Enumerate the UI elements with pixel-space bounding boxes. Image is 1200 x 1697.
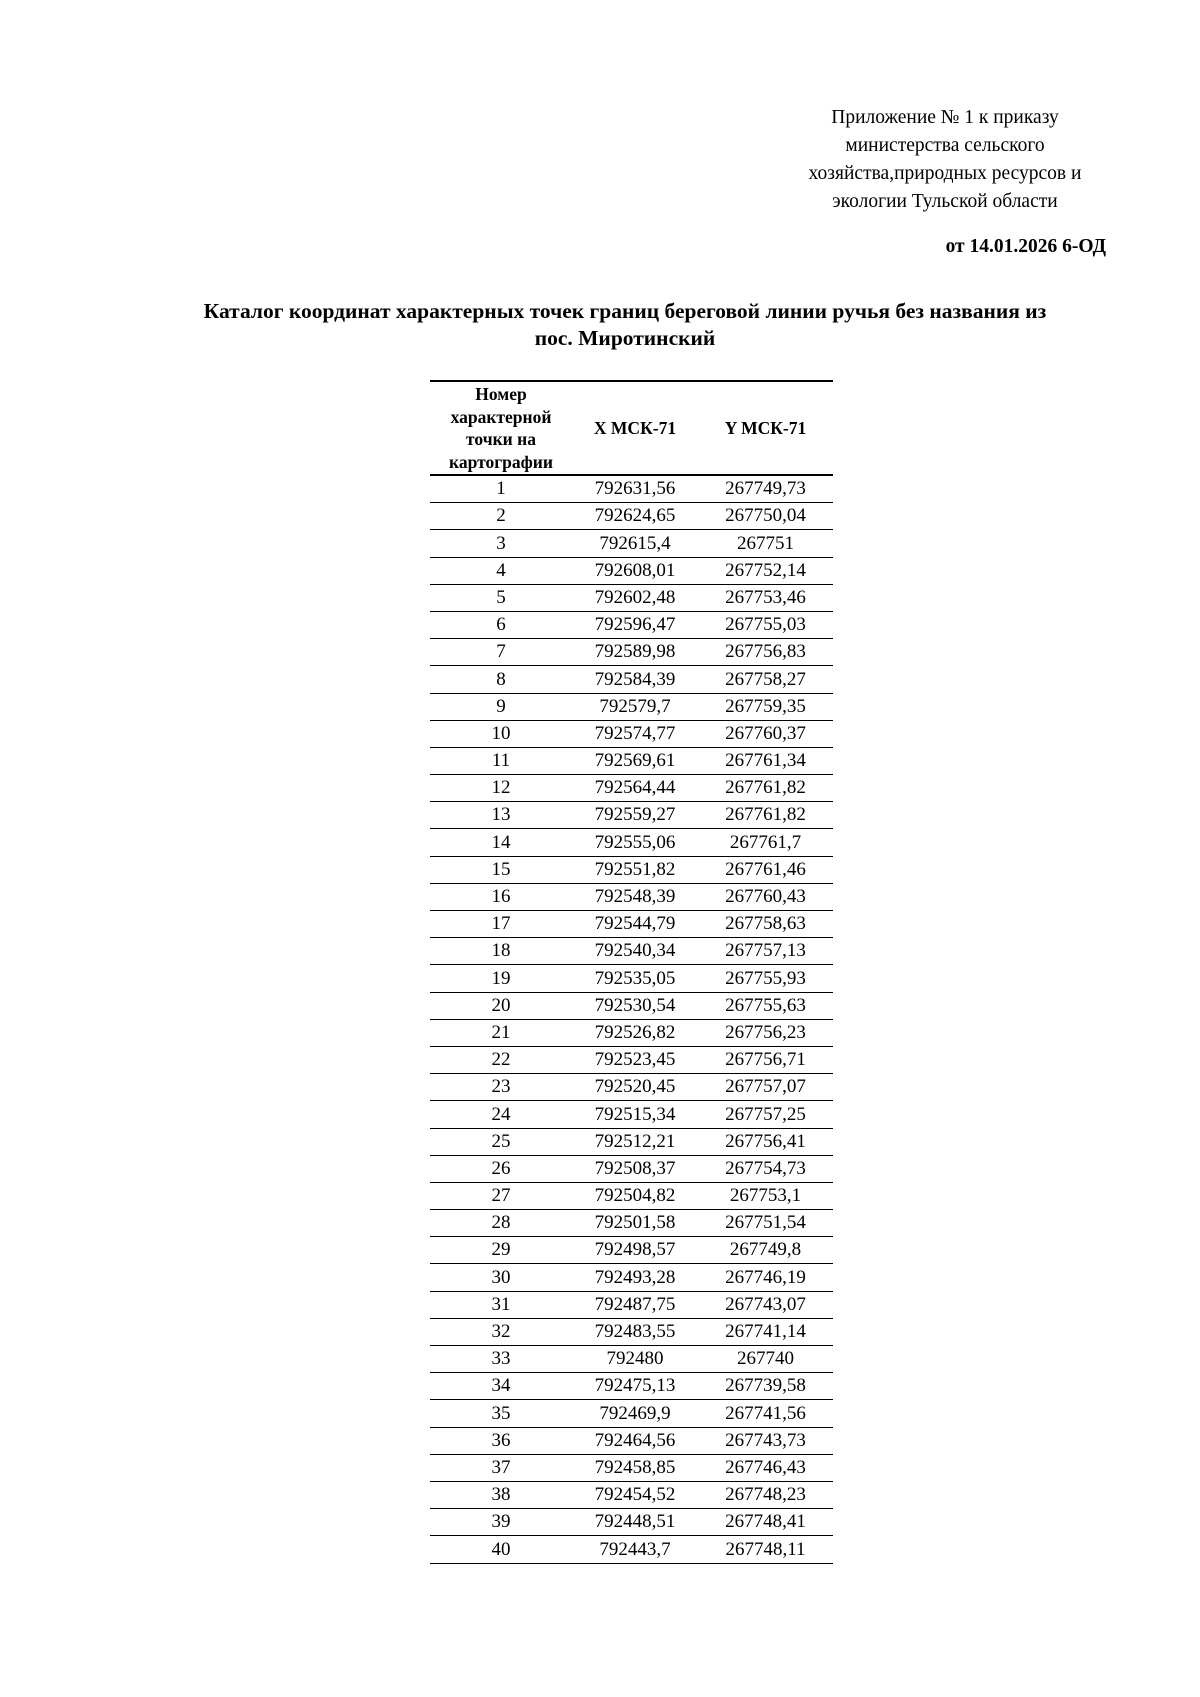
cell-point-number: 30: [430, 1264, 572, 1291]
table-row: [430, 1454, 833, 1481]
table-row: [430, 639, 833, 666]
cell-point-number: 13: [430, 802, 572, 829]
cell-x-coordinate: 792615,4: [572, 530, 698, 557]
cell-point-number: 39: [430, 1509, 572, 1536]
cell-y-coordinate: 267752,14: [698, 557, 833, 584]
cell-y-coordinate: 267758,27: [698, 666, 833, 693]
cell-point-number: 27: [430, 1182, 572, 1209]
table-row: [430, 1291, 833, 1318]
cell-x-coordinate: 792504,82: [572, 1182, 698, 1209]
cell-y-coordinate: 267760,43: [698, 883, 833, 910]
cell-point-number: 2: [430, 503, 572, 530]
cell-y-coordinate: 267751,54: [698, 1210, 833, 1237]
cell-x-coordinate: 792559,27: [572, 802, 698, 829]
cell-y-coordinate: 267740: [698, 1346, 833, 1373]
cell-point-number: 15: [430, 856, 572, 883]
cell-x-coordinate: 792483,55: [572, 1318, 698, 1345]
cell-point-number: 8: [430, 666, 572, 693]
cell-x-coordinate: 792480: [572, 1346, 698, 1373]
cell-x-coordinate: 792454,52: [572, 1481, 698, 1508]
cell-point-number: 3: [430, 530, 572, 557]
cell-y-coordinate: 267761,7: [698, 829, 833, 856]
cell-y-coordinate: 267756,41: [698, 1128, 833, 1155]
cell-point-number: 14: [430, 829, 572, 856]
table-row: [430, 1400, 833, 1427]
cell-x-coordinate: 792555,06: [572, 829, 698, 856]
table-row: [430, 1101, 833, 1128]
table-row: [430, 1318, 833, 1345]
header-point-number: Номер характерной точки на картографии: [430, 381, 572, 475]
cell-y-coordinate: 267749,73: [698, 475, 833, 503]
cell-point-number: 4: [430, 557, 572, 584]
cell-point-number: 9: [430, 693, 572, 720]
cell-x-coordinate: 792458,85: [572, 1454, 698, 1481]
cell-x-coordinate: 792602,48: [572, 584, 698, 611]
cell-x-coordinate: 792526,82: [572, 1019, 698, 1046]
appendix-line: экологии Тульской области: [832, 191, 1058, 212]
cell-y-coordinate: 267761,46: [698, 856, 833, 883]
cell-point-number: 16: [430, 883, 572, 910]
table-row: [430, 802, 833, 829]
cell-x-coordinate: 792469,9: [572, 1400, 698, 1427]
document-title-line-1: Каталог координат характерных точек границ береговой линии ручья без названия из: [203, 299, 1047, 323]
header-y: Y МСК-71: [698, 381, 833, 475]
cell-point-number: 26: [430, 1155, 572, 1182]
cell-point-number: 17: [430, 911, 572, 938]
table-row: [430, 1536, 833, 1563]
cell-x-coordinate: 792596,47: [572, 611, 698, 638]
cell-point-number: 25: [430, 1128, 572, 1155]
cell-x-coordinate: 792608,01: [572, 557, 698, 584]
cell-y-coordinate: 267753,1: [698, 1182, 833, 1209]
cell-x-coordinate: 792624,65: [572, 503, 698, 530]
cell-point-number: 18: [430, 938, 572, 965]
cell-x-coordinate: 792579,7: [572, 693, 698, 720]
cell-y-coordinate: 267755,63: [698, 992, 833, 1019]
cell-point-number: 28: [430, 1210, 572, 1237]
cell-y-coordinate: 267761,82: [698, 802, 833, 829]
cell-point-number: 35: [430, 1400, 572, 1427]
cell-y-coordinate: 267761,82: [698, 775, 833, 802]
cell-point-number: 12: [430, 775, 572, 802]
cell-point-number: 11: [430, 747, 572, 774]
table-row: [430, 530, 833, 557]
cell-x-coordinate: 792584,39: [572, 666, 698, 693]
cell-point-number: 7: [430, 639, 572, 666]
table-row: [430, 1046, 833, 1073]
cell-point-number: 40: [430, 1536, 572, 1563]
appendix-line: министерства сельского: [845, 135, 1045, 156]
cell-y-coordinate: 267757,13: [698, 938, 833, 965]
table-row: [430, 720, 833, 747]
cell-y-coordinate: 267753,46: [698, 584, 833, 611]
table-row: [430, 1373, 833, 1400]
table-row: [430, 747, 833, 774]
cell-point-number: 1: [430, 475, 572, 503]
cell-y-coordinate: 267756,71: [698, 1046, 833, 1073]
cell-y-coordinate: 267755,93: [698, 965, 833, 992]
table-row: [430, 938, 833, 965]
table-row: [430, 666, 833, 693]
cell-x-coordinate: 792498,57: [572, 1237, 698, 1264]
cell-x-coordinate: 792564,44: [572, 775, 698, 802]
table-row: [430, 856, 833, 883]
cell-x-coordinate: 792548,39: [572, 883, 698, 910]
table-row: [430, 475, 833, 503]
cell-x-coordinate: 792512,21: [572, 1128, 698, 1155]
cell-x-coordinate: 792589,98: [572, 639, 698, 666]
cell-point-number: 23: [430, 1074, 572, 1101]
document-title: [130, 298, 1120, 352]
coordinates-table: [430, 380, 833, 1564]
cell-point-number: 6: [430, 611, 572, 638]
document-title-line-2: пос. Миротинский: [534, 326, 716, 350]
cell-point-number: 34: [430, 1373, 572, 1400]
table-row: [430, 1182, 833, 1209]
cell-point-number: 32: [430, 1318, 572, 1345]
appendix-note: [780, 104, 1110, 216]
cell-point-number: 20: [430, 992, 572, 1019]
cell-x-coordinate: 792487,75: [572, 1291, 698, 1318]
cell-y-coordinate: 267748,41: [698, 1509, 833, 1536]
table-row: [430, 557, 833, 584]
cell-x-coordinate: 792535,05: [572, 965, 698, 992]
table-row: [430, 1481, 833, 1508]
table-row: [430, 1509, 833, 1536]
cell-point-number: 33: [430, 1346, 572, 1373]
appendix-line: хозяйства,природных ресурсов и: [808, 163, 1082, 184]
appendix-line: Приложение № 1 к приказу: [831, 107, 1059, 128]
table-row: [430, 1019, 833, 1046]
cell-point-number: 21: [430, 1019, 572, 1046]
header-x: X МСК-71: [572, 381, 698, 475]
cell-y-coordinate: 267741,14: [698, 1318, 833, 1345]
cell-y-coordinate: 267741,56: [698, 1400, 833, 1427]
table-row: [430, 965, 833, 992]
cell-x-coordinate: 792448,51: [572, 1509, 698, 1536]
cell-y-coordinate: 267759,35: [698, 693, 833, 720]
table-row: [430, 503, 833, 530]
cell-y-coordinate: 267746,19: [698, 1264, 833, 1291]
cell-y-coordinate: 267754,73: [698, 1155, 833, 1182]
table-row: [430, 1427, 833, 1454]
cell-x-coordinate: 792515,34: [572, 1101, 698, 1128]
cell-y-coordinate: 267750,04: [698, 503, 833, 530]
table-row: [430, 1074, 833, 1101]
cell-y-coordinate: 267748,11: [698, 1536, 833, 1563]
cell-x-coordinate: 792493,28: [572, 1264, 698, 1291]
table-row: [430, 992, 833, 1019]
cell-x-coordinate: 792523,45: [572, 1046, 698, 1073]
cell-y-coordinate: 267756,23: [698, 1019, 833, 1046]
cell-point-number: 31: [430, 1291, 572, 1318]
header-row: [430, 381, 833, 475]
table-row: [430, 611, 833, 638]
table-row: [430, 883, 833, 910]
cell-y-coordinate: 267743,73: [698, 1427, 833, 1454]
cell-y-coordinate: 267739,58: [698, 1373, 833, 1400]
order-date: от 14.01.2026 6-ОД: [945, 236, 1106, 257]
cell-point-number: 38: [430, 1481, 572, 1508]
table-row: [430, 693, 833, 720]
table-row: [430, 1210, 833, 1237]
cell-x-coordinate: 792540,34: [572, 938, 698, 965]
cell-point-number: 22: [430, 1046, 572, 1073]
cell-y-coordinate: 267749,8: [698, 1237, 833, 1264]
cell-x-coordinate: 792475,13: [572, 1373, 698, 1400]
cell-x-coordinate: 792574,77: [572, 720, 698, 747]
cell-x-coordinate: 792530,54: [572, 992, 698, 1019]
table-row: [430, 1128, 833, 1155]
cell-x-coordinate: 792443,7: [572, 1536, 698, 1563]
cell-x-coordinate: 792544,79: [572, 911, 698, 938]
cell-point-number: 29: [430, 1237, 572, 1264]
cell-x-coordinate: 792508,37: [572, 1155, 698, 1182]
cell-x-coordinate: 792464,56: [572, 1427, 698, 1454]
cell-x-coordinate: 792501,58: [572, 1210, 698, 1237]
table-row: [430, 1155, 833, 1182]
cell-point-number: 5: [430, 584, 572, 611]
coordinates-table-container: [430, 380, 833, 1564]
table-row: [430, 1346, 833, 1373]
cell-y-coordinate: 267757,07: [698, 1074, 833, 1101]
cell-point-number: 37: [430, 1454, 572, 1481]
cell-y-coordinate: 267743,07: [698, 1291, 833, 1318]
cell-x-coordinate: 792631,56: [572, 475, 698, 503]
cell-point-number: 36: [430, 1427, 572, 1454]
table-row: [430, 1237, 833, 1264]
table-row: [430, 584, 833, 611]
cell-y-coordinate: 267751: [698, 530, 833, 557]
cell-point-number: 24: [430, 1101, 572, 1128]
table-row: [430, 829, 833, 856]
table-row: [430, 911, 833, 938]
cell-point-number: 19: [430, 965, 572, 992]
table-row: [430, 775, 833, 802]
cell-x-coordinate: 792551,82: [572, 856, 698, 883]
cell-y-coordinate: 267761,34: [698, 747, 833, 774]
cell-y-coordinate: 267755,03: [698, 611, 833, 638]
table-body: [430, 475, 833, 1563]
cell-x-coordinate: 792520,45: [572, 1074, 698, 1101]
cell-y-coordinate: 267746,43: [698, 1454, 833, 1481]
cell-y-coordinate: 267758,63: [698, 911, 833, 938]
cell-y-coordinate: 267756,83: [698, 639, 833, 666]
table-row: [430, 1264, 833, 1291]
cell-y-coordinate: 267748,23: [698, 1481, 833, 1508]
cell-y-coordinate: 267760,37: [698, 720, 833, 747]
table-header: [430, 381, 833, 475]
cell-point-number: 10: [430, 720, 572, 747]
cell-y-coordinate: 267757,25: [698, 1101, 833, 1128]
cell-x-coordinate: 792569,61: [572, 747, 698, 774]
